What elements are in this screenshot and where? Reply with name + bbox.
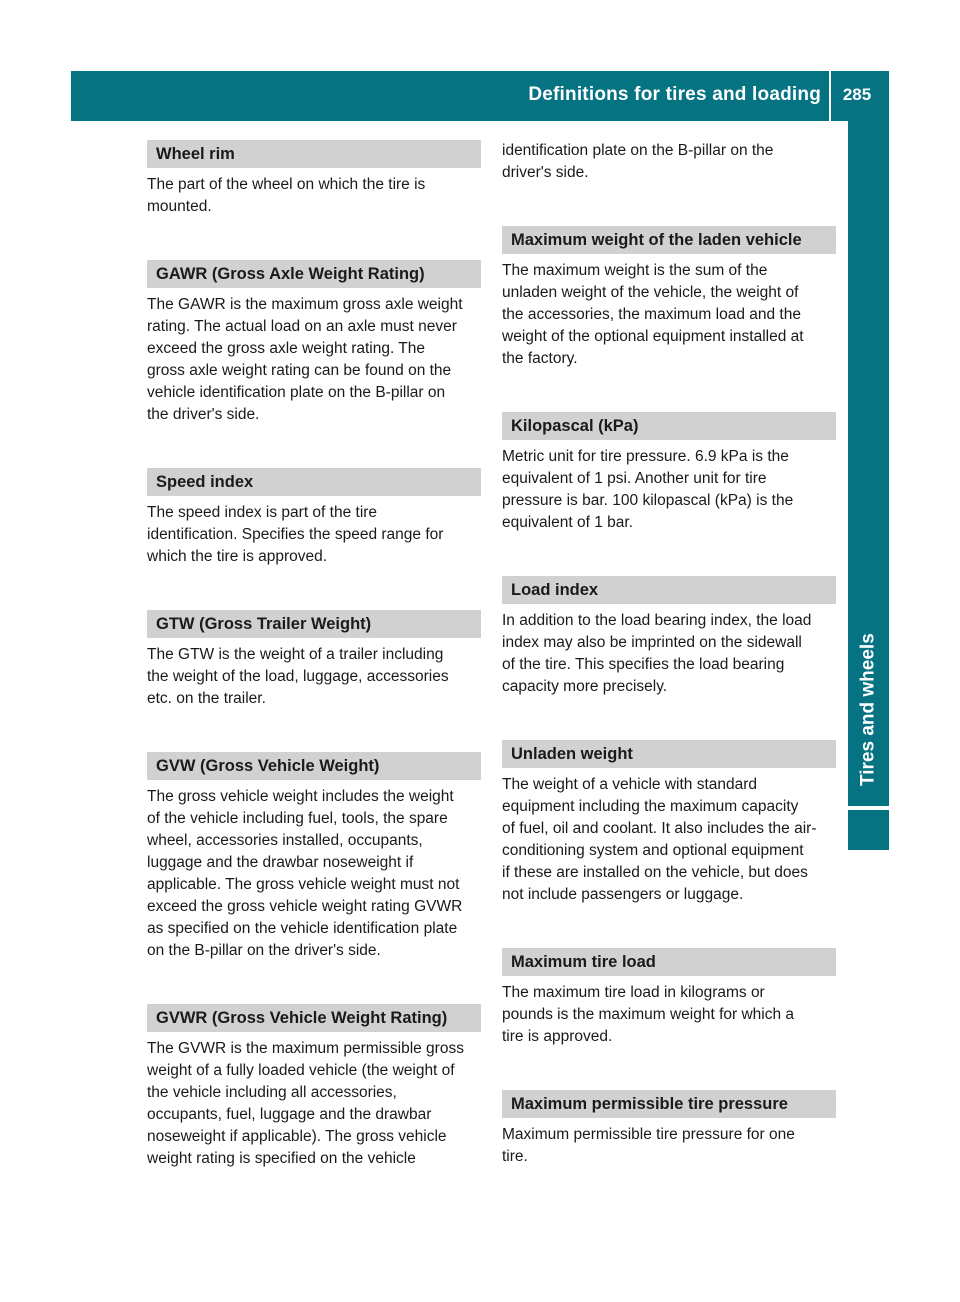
- section-max-tire-pressure: [502, 1090, 836, 1168]
- section-text: The speed index is part of the tire identification. Specifies the speed range for which the tire is approved.: [147, 504, 444, 565]
- section-heading: Kilopascal (kPa): [502, 412, 836, 440]
- section-heading: Maximum weight of the laden vehicle: [502, 226, 836, 254]
- section-heading: Load index: [502, 576, 836, 604]
- page-title: Definitions for tires and loading: [528, 84, 821, 105]
- section-gawr: [147, 260, 481, 426]
- left-column: [147, 140, 481, 1212]
- section-text: The GTW is the weight of a trailer including the weight of the load, luggage, accessories etc. on the trailer.: [147, 646, 449, 707]
- page-header: [71, 71, 889, 121]
- chapter-tab: [848, 121, 889, 806]
- chapter-tab-label: Tires and wheels: [857, 633, 879, 786]
- section-heading: Maximum permissible tire pressure: [502, 1090, 836, 1118]
- section-text: Metric unit for tire pressure. 6.9 kPa is the equivalent of 1 psi. Another unit for tire pressure is bar. 100 kilopascal (kPa) is the equivalent of 1 bar.: [502, 448, 794, 531]
- section-text: The GAWR is the maximum gross axle weight rating. The actual load on an axle must never exceed the gross axle weight rating. The gross axle weight rating can be found on the vehicle identification plate on the B-pillar on the driver's side.: [147, 296, 463, 423]
- section-load-index: [502, 576, 836, 698]
- section-unladen-weight: [502, 740, 836, 906]
- section-text: The maximum weight is the sum of the unladen weight of the vehicle, the weight of the accessories, the maximum load and the weight of the optional equipment installed at the factory.: [502, 262, 804, 367]
- section-heading: GTW (Gross Trailer Weight): [147, 610, 481, 638]
- section-heading: Wheel rim: [147, 140, 481, 168]
- section-speed-index: [147, 468, 481, 568]
- header-divider: [829, 71, 831, 121]
- section-text: The maximum tire load in kilograms or pounds is the maximum weight for which a tire is approved.: [502, 984, 795, 1045]
- section-heading: Maximum tire load: [502, 948, 836, 976]
- section-continuation: [502, 140, 836, 184]
- page-number: 285: [842, 85, 872, 104]
- section-text: The gross vehicle weight includes the weight of the vehicle including fuel, tools, the spare wheel, accessories installed, occupants, luggage and the drawbar noseweight if applicable. The gross vehicle weight must not exceed the gross vehicle weight rating GVWR as specified on the vehicle identification plate on the B-pillar on the driver's side.: [147, 788, 463, 959]
- section-max-tire-load: [502, 948, 836, 1048]
- section-wheel-rim: [147, 140, 481, 218]
- section-heading: GVWR (Gross Vehicle Weight Rating): [147, 1004, 481, 1032]
- section-heading: GAWR (Gross Axle Weight Rating): [147, 260, 481, 288]
- right-column: [502, 140, 836, 1210]
- section-heading: Speed index: [147, 468, 481, 496]
- chapter-tab-marker: [848, 810, 889, 850]
- continued-text: identification plate on the B-pillar on the driver's side.: [502, 142, 774, 181]
- section-gvwr: [147, 1004, 481, 1170]
- section-heading: Unladen weight: [502, 740, 836, 768]
- section-kilopascal: [502, 412, 836, 534]
- section-text: In addition to the load bearing index, the load index may also be imprinted on the sidewall of the tire. This specifies the load bearing capacity more precisely.: [502, 612, 812, 695]
- section-text: The GVWR is the maximum permissible gross weight of a fully loaded vehicle (the weight of the vehicle including all accessories, occupants, fuel, luggage and the drawbar noseweight if applicable). The gross vehicle weight rating is specified on the vehicle: [147, 1040, 464, 1167]
- section-text: The part of the wheel on which the tire is mounted.: [147, 176, 426, 215]
- section-text: The weight of a vehicle with standard equipment including the maximum capacity of fuel, oil and coolant. It also includes the air- conditioning system and optional equipment if these are installed on the vehicle, but does not include passengers or luggage.: [502, 776, 817, 903]
- section-gtw: [147, 610, 481, 710]
- section-text: Maximum permissible tire pressure for one tire.: [502, 1126, 795, 1165]
- section-heading: GVW (Gross Vehicle Weight): [147, 752, 481, 780]
- section-gvw: [147, 752, 481, 962]
- section-max-laden-weight: [502, 226, 836, 370]
